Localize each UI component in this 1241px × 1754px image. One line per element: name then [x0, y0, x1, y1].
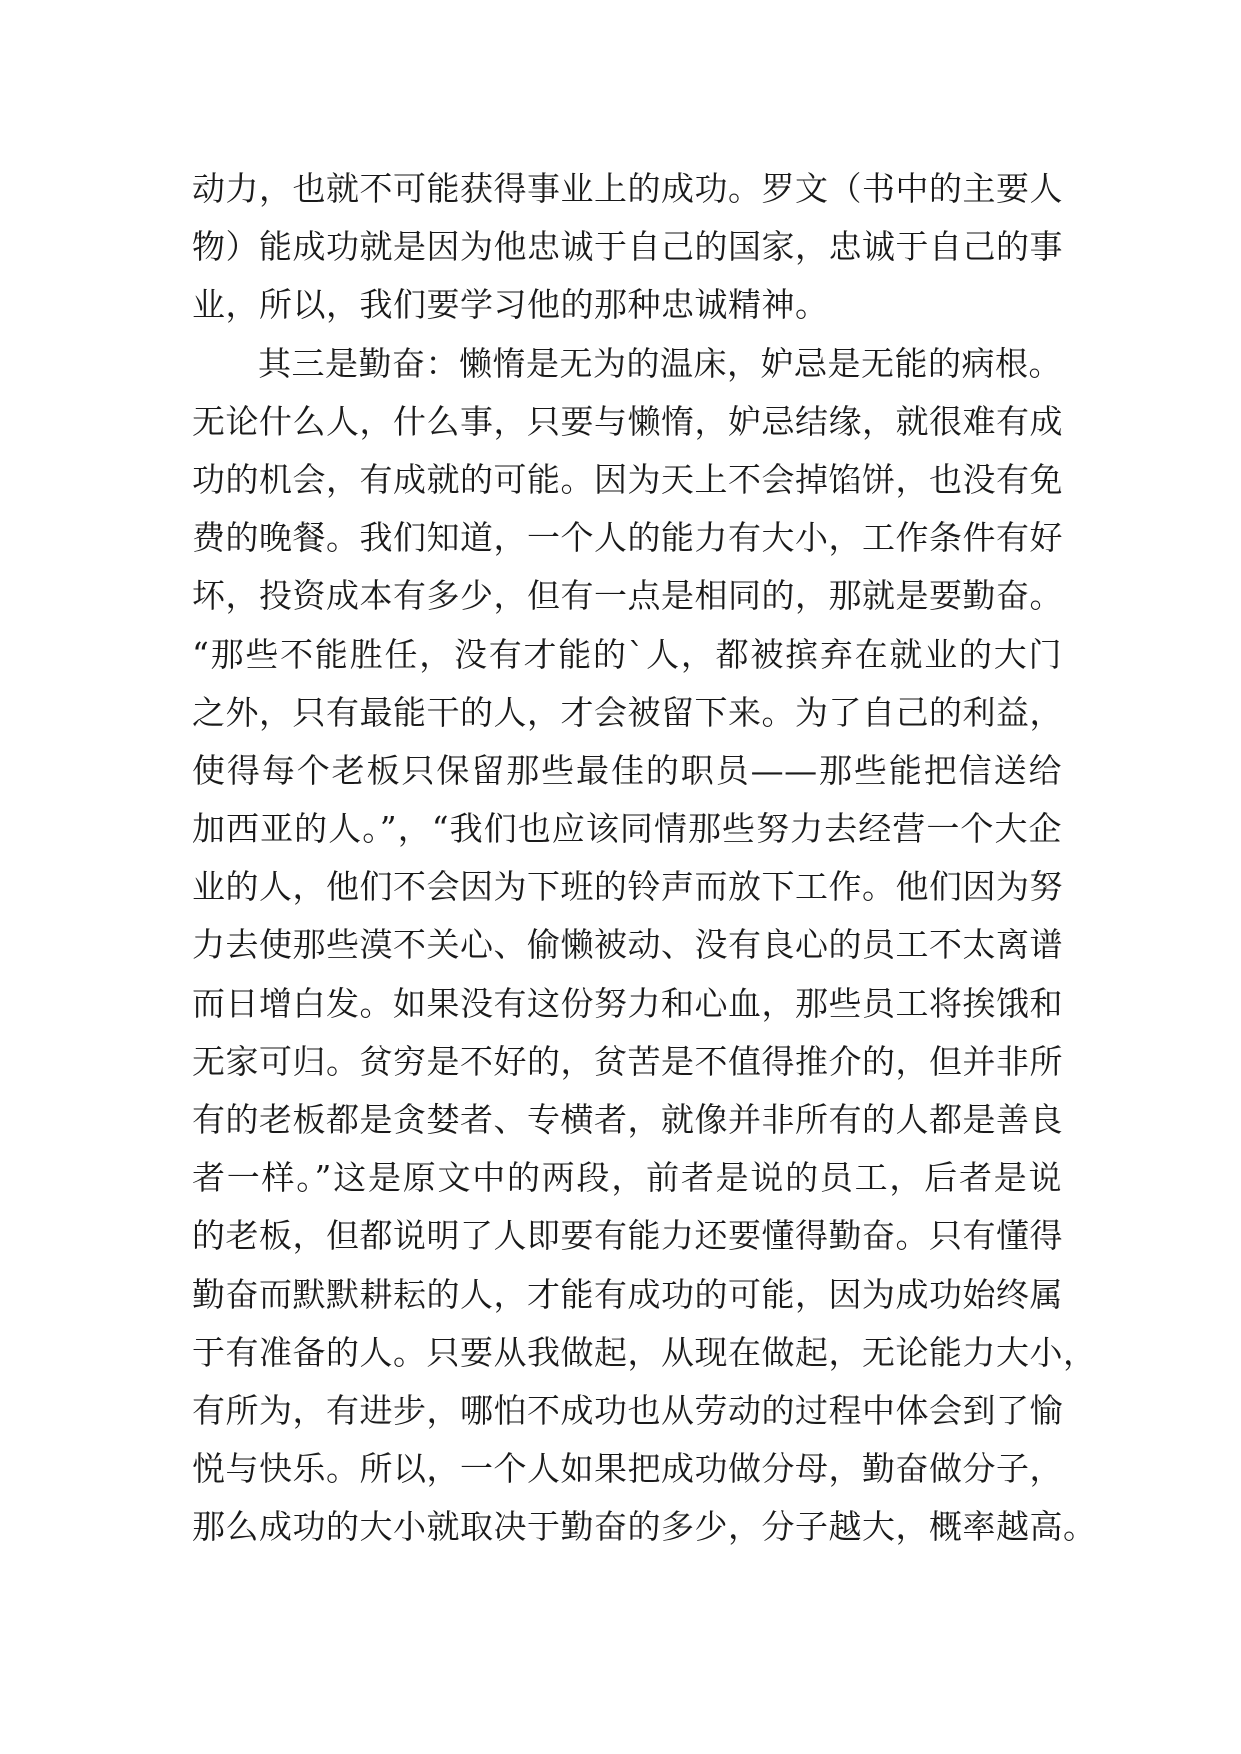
- text-line: 勤奋而默默耕耘的人，才能有成功的可能，因为成功始终属: [192, 1274, 1063, 1314]
- text-line: 功的机会，有成就的可能。因为天上不会掉馅饼，也没有免: [192, 459, 1063, 499]
- text-line: 力去使那些漠不关心、偷懒被动、没有良心的员工不太离谱: [192, 925, 1063, 965]
- text-line: 物）能成功就是因为他忠诚于自己的国家，忠诚于自己的事: [192, 227, 1063, 267]
- text-line: 业的人，他们不会因为下班的铃声而放下工作。他们因为努: [192, 867, 1063, 907]
- text-line: 业，所以，我们要学习他的那种忠诚精神。: [192, 285, 829, 325]
- body-text: [192, 160, 1097, 1557]
- paragraph-first-line: 其三是勤奋：懒惰是无为的温床，妒忌是无能的病根。: [258, 343, 1062, 383]
- text-line: 那么成功的大小就取决于勤奋的多少，分子越大，概率越高。: [192, 1507, 1097, 1547]
- text-line: 动力，也就不可能获得事业上的成功。罗文（书中的主要人: [192, 169, 1063, 208]
- text-line: 使得每个老板只保留那些最佳的职员——那些能把信送给: [192, 750, 1062, 790]
- text-line: 的老板，但都说明了人即要有能力还要懂得勤奋。只有懂得: [192, 1216, 1063, 1256]
- text-line: 无家可归。贫穷是不好的，贫苦是不值得推介的，但并非所: [192, 1041, 1063, 1081]
- text-line: 于有准备的人。只要从我做起，从现在做起，无论能力大小，: [192, 1332, 1097, 1372]
- text-line: 悦与快乐。所以，一个人如果把成功做分母，勤奋做分子，: [192, 1449, 1063, 1489]
- text-line: 有的老板都是贪婪者、专横者，就像并非所有的人都是善良: [192, 1100, 1063, 1139]
- text-line: 者一样。”这是原文中的两段，前者是说的员工，后者是说: [192, 1158, 1062, 1198]
- text-line: 有所为，有进步，哪怕不成功也从劳动的过程中体会到了愉: [192, 1390, 1063, 1430]
- text-line: 之外，只有最能干的人，才会被留下来。为了自己的利益，: [192, 692, 1063, 732]
- text-line: “那些不能胜任，没有才能的`人，都被摈弃在就业的大门: [192, 634, 1062, 674]
- text-line: 无论什么人，什么事，只要与懒惰，妒忌结缘，就很难有成: [192, 401, 1063, 441]
- text-line: 加西亚的人。”，“我们也应该同情那些努力去经营一个大企: [192, 809, 1062, 849]
- text-line: 坏，投资成本有多少，但有一点是相同的，那就是要勤奋。: [192, 576, 1063, 616]
- text-line: 而日增白发。如果没有这份努力和心血，那些员工将挨饿和: [192, 983, 1063, 1023]
- text-line: 费的晚餐。我们知道，一个人的能力有大小，工作条件有好: [192, 518, 1063, 558]
